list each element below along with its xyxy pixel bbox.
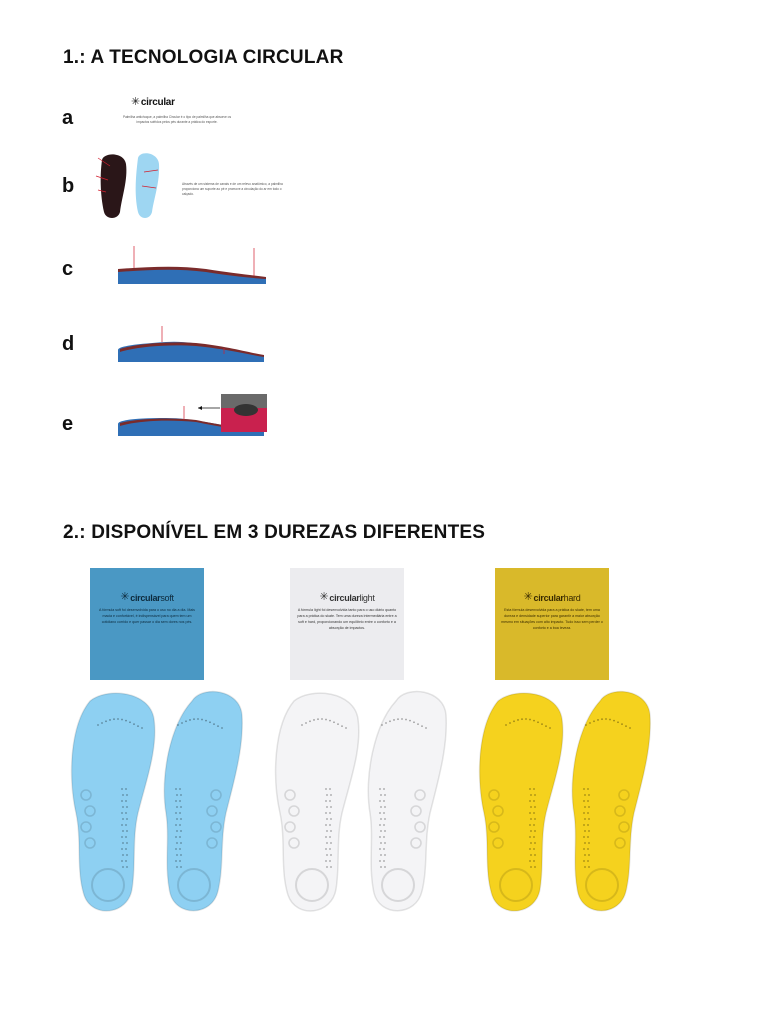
perforation-dot — [329, 812, 331, 814]
perforation-dot — [176, 818, 178, 820]
perforation-dot — [380, 830, 382, 832]
perforation-dot — [101, 722, 103, 724]
perforation-dot — [587, 836, 589, 838]
circular-soft-logo: ✳ circular soft — [120, 591, 174, 603]
perforation-dot — [601, 718, 603, 720]
perforation-dot — [126, 842, 128, 844]
perforation-dot — [330, 830, 332, 832]
perforation-dot — [379, 860, 381, 862]
perforation-dot — [588, 854, 590, 856]
perforation-dot — [121, 836, 123, 838]
perforation-dot — [175, 836, 177, 838]
perforation-dot — [122, 818, 124, 820]
row-b-description: Através de um sistema de canais e de um relevo anatômico, a palmilha proporciona um suporte ao pé e promove a circulação do ar em todo o calçado. — [182, 182, 283, 196]
perforation-dot — [125, 800, 127, 802]
perforation-dot — [529, 800, 531, 802]
perforation-dot — [530, 866, 532, 868]
perforation-dot — [121, 824, 123, 826]
perforation-dot — [122, 794, 124, 796]
perforation-dot — [122, 806, 124, 808]
perforation-dot — [389, 720, 391, 722]
perforation-dot — [137, 725, 139, 727]
perforation-dot — [177, 724, 179, 726]
perforation-dot — [329, 860, 331, 862]
perforation-dot — [122, 830, 124, 832]
perforation-dot — [121, 812, 123, 814]
perforation-dot — [126, 818, 128, 820]
star-icon: ✳ — [319, 591, 329, 603]
perforation-dot — [185, 720, 187, 722]
perforation-dot — [393, 719, 395, 721]
perforation-dot — [417, 723, 419, 725]
row-a-description: Palmilha antichoque, a palmilha Circular é o tipo de palmilha que absorve os impactos sofridos pelos pés durante a prática do esporte. — [122, 115, 232, 124]
perforation-dot — [584, 818, 586, 820]
perforation-dot — [197, 718, 199, 720]
circular-light-logo: ✳ circular light — [319, 591, 375, 603]
perforation-dot — [380, 842, 382, 844]
perforation-dot — [534, 830, 536, 832]
row-letter-c: c — [62, 258, 74, 280]
perforation-dot — [179, 860, 181, 862]
perforation-dot — [326, 806, 328, 808]
insole-pair-light — [276, 692, 447, 911]
perforation-dot — [326, 830, 328, 832]
perforation-dot — [583, 848, 585, 850]
perforation-dot — [605, 718, 607, 720]
perforation-dot — [381, 724, 383, 726]
perforation-dot — [583, 788, 585, 790]
perforation-dot — [126, 794, 128, 796]
perforation-dot — [180, 854, 182, 856]
perforation-dot — [549, 727, 551, 729]
perforation-dot — [326, 818, 328, 820]
perforation-dot — [180, 818, 182, 820]
variant-panel-hard — [495, 568, 609, 680]
perforation-dot — [513, 720, 515, 722]
perforation-dot — [326, 866, 328, 868]
perforation-dot — [325, 836, 327, 838]
perforation-dot — [534, 842, 536, 844]
perforation-dot — [587, 812, 589, 814]
perforation-dot — [179, 836, 181, 838]
perforation-dot — [397, 718, 399, 720]
perforation-dot — [534, 866, 536, 868]
perforation-dot — [329, 788, 331, 790]
perforation-dot — [221, 727, 223, 729]
variant-description-light: A fórmula light foi desenvolvida tanto para o uso diário quanto para a prática do skate. Tem uma dureza intermediária entre a soft e hard, proporcionando um equilíbrio entre o conforto e a absorção de impactos. — [297, 608, 397, 630]
perforation-dot — [125, 720, 127, 722]
perforation-dot — [329, 836, 331, 838]
perforation-dot — [530, 806, 532, 808]
star-icon: ✳ — [523, 591, 533, 603]
perforation-dot — [122, 842, 124, 844]
row-letter-e: e — [62, 413, 74, 435]
perforation-dot — [129, 721, 131, 723]
perforation-dot — [545, 725, 547, 727]
insole-side-profile-e — [116, 394, 268, 438]
star-icon: ✳ — [131, 96, 140, 108]
perforation-dot — [588, 830, 590, 832]
perforation-dot — [125, 848, 127, 850]
perforation-dot — [541, 723, 543, 725]
perforation-dot — [533, 848, 535, 850]
perforation-dot — [380, 794, 382, 796]
perforation-dot — [587, 860, 589, 862]
perforation-dot — [330, 818, 332, 820]
perforation-dot — [329, 720, 331, 722]
left-insole-soft — [72, 693, 155, 911]
perforation-dot — [217, 725, 219, 727]
perforation-dot — [529, 788, 531, 790]
perforation-dot — [593, 720, 595, 722]
perforation-dot — [113, 718, 115, 720]
perforation-dot — [125, 812, 127, 814]
perforation-dot — [533, 824, 535, 826]
perforation-dot — [122, 854, 124, 856]
perforation-dot — [534, 854, 536, 856]
insole-side-profile-c — [116, 244, 268, 286]
perforation-dot — [121, 860, 123, 862]
perforation-dot — [383, 800, 385, 802]
perforation-dot — [341, 725, 343, 727]
perforation-dot — [121, 800, 123, 802]
perforation-dot — [609, 719, 611, 721]
perforation-dot — [517, 719, 519, 721]
perforation-dot — [379, 812, 381, 814]
perforation-dot — [126, 806, 128, 808]
perforation-dot — [179, 788, 181, 790]
perforation-dot — [317, 718, 319, 720]
perforation-dot — [326, 854, 328, 856]
perforation-dot — [384, 818, 386, 820]
perforation-dot — [529, 836, 531, 838]
perforation-dot — [530, 818, 532, 820]
perforation-dot — [329, 824, 331, 826]
perforation-dot — [384, 806, 386, 808]
variant-description-soft: A fórmula soft foi desenvolvida para o uso no dia a dia. Mais macia e confortável, é indispensável para quem tem um cotidiano corrido e quer passar o dia sem dores nos pés. — [99, 608, 195, 624]
perforation-dot — [193, 718, 195, 720]
perforation-dot — [537, 721, 539, 723]
perforation-dot — [325, 848, 327, 850]
perforation-dot — [383, 788, 385, 790]
circular-logo: ✳ circular — [131, 96, 175, 108]
perforation-dot — [584, 854, 586, 856]
perforation-dot — [534, 806, 536, 808]
perforation-dot — [125, 824, 127, 826]
perforation-dot — [583, 812, 585, 814]
perforation-dot — [301, 724, 303, 726]
perforation-dot — [384, 854, 386, 856]
perforation-dot — [175, 824, 177, 826]
perforation-dot — [525, 718, 527, 720]
perforation-dot — [180, 794, 182, 796]
perforation-dot — [509, 722, 511, 724]
perforation-dot — [313, 719, 315, 721]
perforation-dot — [133, 723, 135, 725]
perforation-dot — [325, 860, 327, 862]
perforation-dot — [530, 830, 532, 832]
perforation-dot — [584, 806, 586, 808]
perforation-dot — [175, 860, 177, 862]
perforation-dot — [584, 866, 586, 868]
perforation-dot — [180, 842, 182, 844]
perforation-dot — [379, 788, 381, 790]
perforation-dot — [588, 818, 590, 820]
perforation-dot — [583, 860, 585, 862]
perforation-dot — [333, 721, 335, 723]
perforation-dot — [384, 866, 386, 868]
perforation-dot — [179, 800, 181, 802]
perforation-dot — [584, 794, 586, 796]
perforation-dot — [325, 812, 327, 814]
perforation-dot — [180, 806, 182, 808]
perforation-dot — [201, 719, 203, 721]
perforation-dot — [530, 854, 532, 856]
perforation-dot — [180, 830, 182, 832]
perforation-dot — [326, 842, 328, 844]
perforation-dot — [629, 727, 631, 729]
perforation-dot — [325, 800, 327, 802]
perforation-dot — [529, 812, 531, 814]
perforation-dot — [121, 788, 123, 790]
perforation-dot — [588, 842, 590, 844]
perforation-dot — [383, 812, 385, 814]
perforation-dot — [176, 854, 178, 856]
section-heading-technology: 1.: A TECNOLOGIA CIRCULAR — [63, 47, 344, 68]
perforation-dot — [379, 836, 381, 838]
insole-pair-hard — [480, 692, 651, 911]
perforation-dot — [205, 720, 207, 722]
left-insole-hard — [480, 693, 563, 911]
perforation-dot — [529, 719, 531, 721]
perforation-dot — [533, 800, 535, 802]
perforation-dot — [521, 718, 523, 720]
perforation-dot — [530, 842, 532, 844]
perforation-dot — [533, 720, 535, 722]
perforation-dot — [325, 719, 327, 721]
insole-side-profile-d — [116, 322, 268, 364]
perforation-dot — [326, 794, 328, 796]
variant-panel-light — [290, 568, 404, 680]
perforation-dot — [409, 720, 411, 722]
perforation-dot — [421, 725, 423, 727]
perforation-dot — [384, 830, 386, 832]
perforation-dot — [621, 723, 623, 725]
perforation-dot — [534, 794, 536, 796]
perforation-dot — [383, 836, 385, 838]
perforation-dot — [121, 848, 123, 850]
perforation-dot — [121, 719, 123, 721]
row-letter-a: a — [62, 107, 74, 129]
perforation-dot — [613, 720, 615, 722]
perforation-dot — [587, 788, 589, 790]
perforation-dot — [179, 848, 181, 850]
row-letter-b: b — [62, 175, 75, 197]
perforation-dot — [309, 720, 311, 722]
perforation-dot — [330, 854, 332, 856]
perforation-dot — [588, 806, 590, 808]
perforation-dot — [533, 860, 535, 862]
perforation-dot — [126, 866, 128, 868]
perforation-dot — [209, 721, 211, 723]
perforation-dot — [585, 724, 587, 726]
perforation-dot — [176, 794, 178, 796]
perforation-dot — [384, 794, 386, 796]
perforation-dot — [385, 722, 387, 724]
perforation-dot — [125, 836, 127, 838]
perforation-dot — [329, 800, 331, 802]
perforation-dot — [588, 794, 590, 796]
variant-description-hard: Esta fórmula desenvolvida para a prática do skate, tem uma dureza e densidade superior para garantir a maior absorção mesmo em situações com alto impacto. Tudo isso sem perder o conforto e a boa leveza. — [501, 608, 603, 630]
perforation-dot — [529, 824, 531, 826]
perforation-dot — [379, 800, 381, 802]
perforation-dot — [625, 725, 627, 727]
insole-pair-photo — [96, 150, 166, 222]
perforation-dot — [383, 860, 385, 862]
perforation-dot — [383, 848, 385, 850]
perforation-dot — [587, 800, 589, 802]
perforation-dot — [584, 830, 586, 832]
perforation-dot — [179, 824, 181, 826]
perforation-dot — [325, 824, 327, 826]
perforation-dot — [505, 724, 507, 726]
perforation-dot — [105, 720, 107, 722]
perforation-dot — [529, 860, 531, 862]
star-icon: ✳ — [120, 591, 130, 603]
perforation-dot — [330, 866, 332, 868]
perforation-dot — [380, 818, 382, 820]
perforation-dot — [325, 788, 327, 790]
row-letter-d: d — [62, 333, 75, 355]
perforation-dot — [425, 727, 427, 729]
perforation-dot — [587, 824, 589, 826]
perforation-dot — [126, 854, 128, 856]
perforation-dot — [330, 794, 332, 796]
perforation-dot — [583, 800, 585, 802]
perforation-dot — [587, 848, 589, 850]
perforation-dot — [529, 848, 531, 850]
perforation-dot — [588, 866, 590, 868]
perforation-dot — [405, 719, 407, 721]
perforation-dot — [533, 836, 535, 838]
perforation-dot — [213, 723, 215, 725]
perforation-dot — [125, 860, 127, 862]
perforation-dot — [176, 806, 178, 808]
perforation-dot — [117, 718, 119, 720]
perforation-dot — [181, 722, 183, 724]
perforation-dot — [321, 718, 323, 720]
variant-panel-soft — [90, 568, 204, 680]
circular-hard-logo: ✳ circular hard — [523, 591, 581, 603]
perforation-dot — [597, 719, 599, 721]
perforation-dot — [380, 806, 382, 808]
insole-pair-soft — [72, 692, 243, 911]
perforation-dot — [413, 721, 415, 723]
perforation-dot — [329, 848, 331, 850]
perforation-dot — [584, 842, 586, 844]
perforation-dot — [379, 824, 381, 826]
section-heading-hardness: 2.: DISPONÍVEL EM 3 DUREZAS DIFERENTES — [63, 522, 486, 543]
perforation-dot — [125, 788, 127, 790]
perforation-dot — [589, 722, 591, 724]
perforation-dot — [179, 812, 181, 814]
left-insole-light — [276, 693, 359, 911]
perforation-dot — [176, 866, 178, 868]
perforation-dot — [534, 818, 536, 820]
perforation-dot — [583, 824, 585, 826]
perforation-dot — [384, 842, 386, 844]
perforation-dot — [330, 806, 332, 808]
perforation-dot — [305, 722, 307, 724]
perforation-dot — [109, 719, 111, 721]
perforation-dot — [583, 836, 585, 838]
perforation-dot — [383, 824, 385, 826]
perforation-dot — [345, 727, 347, 729]
perforation-dot — [533, 812, 535, 814]
perforation-dot — [379, 848, 381, 850]
insole-pairs-photo — [0, 685, 768, 920]
perforation-dot — [180, 866, 182, 868]
perforation-dot — [176, 842, 178, 844]
perforation-dot — [533, 788, 535, 790]
perforation-dot — [97, 724, 99, 726]
perforation-dot — [330, 842, 332, 844]
perforation-dot — [126, 830, 128, 832]
perforation-dot — [380, 866, 382, 868]
perforation-dot — [122, 866, 124, 868]
perforation-dot — [617, 721, 619, 723]
perforation-dot — [380, 854, 382, 856]
perforation-dot — [175, 800, 177, 802]
perforation-dot — [530, 794, 532, 796]
perforation-dot — [189, 719, 191, 721]
perforation-dot — [337, 723, 339, 725]
perforation-dot — [176, 830, 178, 832]
perforation-dot — [175, 848, 177, 850]
perforation-dot — [175, 812, 177, 814]
perforation-dot — [401, 718, 403, 720]
perforation-dot — [175, 788, 177, 790]
perforation-dot — [141, 727, 143, 729]
